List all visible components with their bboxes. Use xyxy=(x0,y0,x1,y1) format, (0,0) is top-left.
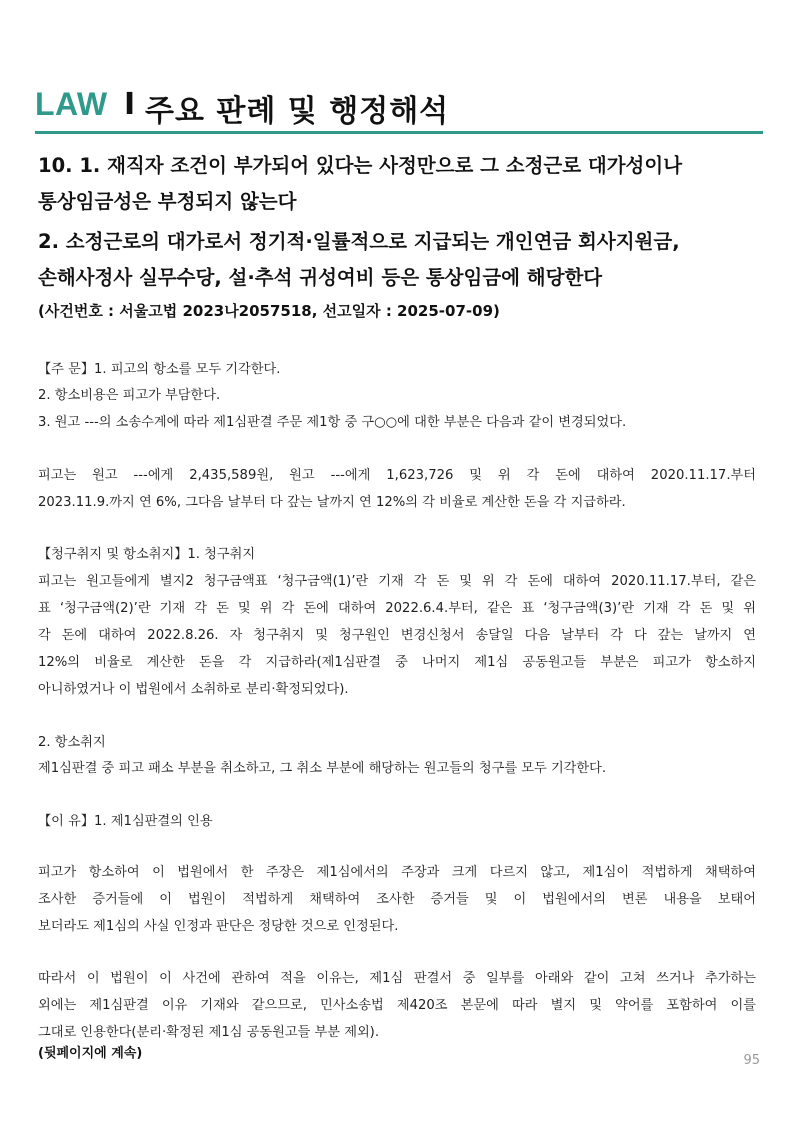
body-line: 12%의 비율로 계산한 돈을 각 지급하라(제1심판결 중 나머지 제1심 공동원고들 부분은 피고가 항소하지 xyxy=(38,655,756,670)
body-line: 【청구취지 및 항소취지】1. 청구취지 xyxy=(38,547,256,562)
page-number: 95 xyxy=(743,1053,760,1068)
body-line: 피고가 항소하여 이 법원에서 한 주장은 제1심에서의 주장과 크게 다르지 않고, 제1심이 적법하게 채택하여 xyxy=(38,865,756,880)
body-line: 각 돈에 대하여 2022.8.26. 자 청구취지 및 청구원인 변경신청서 송달일 다음 날부터 각 다 갚는 날까지 연 xyxy=(38,628,756,643)
case-meta: (사건번호 : 서울고법 2023나2057518, 선고일자 : 2025-07-09) xyxy=(38,302,500,320)
body-line: 제1심판결 중 피고 패소 부분을 취소하고, 그 취소 부분에 해당하는 원고들의 청구를 모두 기각한다. xyxy=(38,761,607,776)
body-line: 【이 유】1. 제1심판결의 인용 xyxy=(38,814,213,829)
section-title: 주요 판례 및 행정해석 xyxy=(145,94,450,129)
case-title-line: 10. 1. 재직자 조건이 부가되어 있다는 사정만으로 그 소정근로 대가성이나 xyxy=(38,154,683,177)
header-separator: I xyxy=(124,87,136,122)
case-title-line: 통상임금성은 부정되지 않는다 xyxy=(38,190,297,213)
body-line: 3. 원고 ---의 소송수계에 따라 제1심판결 주문 제1항 중 구○○에 대한 부분은 다음과 같이 변경되었다. xyxy=(38,415,627,430)
body-line: 【주 문】1. 피고의 항소를 모두 기각한다. xyxy=(38,362,281,377)
body-line: 외에는 제1심판결 이유 기재와 같으므로, 민사소송법 제420조 본문에 따라 별지 및 약어를 포함하여 이를 xyxy=(38,998,756,1013)
brand-label: LAW xyxy=(35,86,108,122)
case-title-line: 손해사정사 실무수당, 설·추석 귀성여비 등은 통상임금에 해당한다 xyxy=(38,266,603,289)
body-line: 피고는 원고 ---에게 2,435,589원, 원고 ---에게 1,623,726 및 위 각 돈에 대하여 2020.11.17.부터 xyxy=(38,468,756,483)
body-line: 보더라도 제1심의 사실 인정과 판단은 정당한 것으로 인정된다. xyxy=(38,919,399,934)
section-header xyxy=(35,86,763,136)
body-line: 2. 항소취지 xyxy=(38,735,106,750)
case-title-line: 2. 소정근로의 대가로서 정기적·일률적으로 지급되는 개인연금 회사지원금, xyxy=(38,230,680,253)
body-line: 표 ‘청구금액(2)’란 기재 각 돈 및 위 각 돈에 대하여 2022.6.4.부터, 같은 표 ‘청구금액(3)’란 기재 각 돈 및 위 xyxy=(38,601,756,616)
header-rule xyxy=(35,131,763,134)
body-line: 2. 항소비용은 피고가 부담한다. xyxy=(38,388,221,403)
body-line: 따라서 이 법원이 이 사건에 관하여 적을 이유는, 제1심 판결서 중 일부를 아래와 같이 고쳐 쓰거나 추가하는 xyxy=(38,971,756,986)
body-line: 조사한 증거들에 이 법원이 적법하게 채택하여 조사한 증거들 및 이 법원에서의 변론 내용을 보태어 xyxy=(38,892,756,907)
body-line: 피고는 원고들에게 별지2 청구금액표 ‘청구금액(1)’란 기재 각 돈 및 위 각 돈에 대하여 2020.11.17.부터, 같은 xyxy=(38,574,756,589)
continued-note: (뒷페이지에 계속) xyxy=(38,1046,143,1061)
body-line: 그대로 인용한다(분리·확정된 제1심 공동원고들 부분 제외). xyxy=(38,1025,380,1040)
body-line: 아니하였거나 이 법원에서 소취하로 분리·확정되었다). xyxy=(38,682,349,697)
body-line: 2023.11.9.까지 연 6%, 그다음 날부터 다 갚는 날까지 연 12%의 각 비율로 계산한 돈을 각 지급하라. xyxy=(38,495,626,510)
